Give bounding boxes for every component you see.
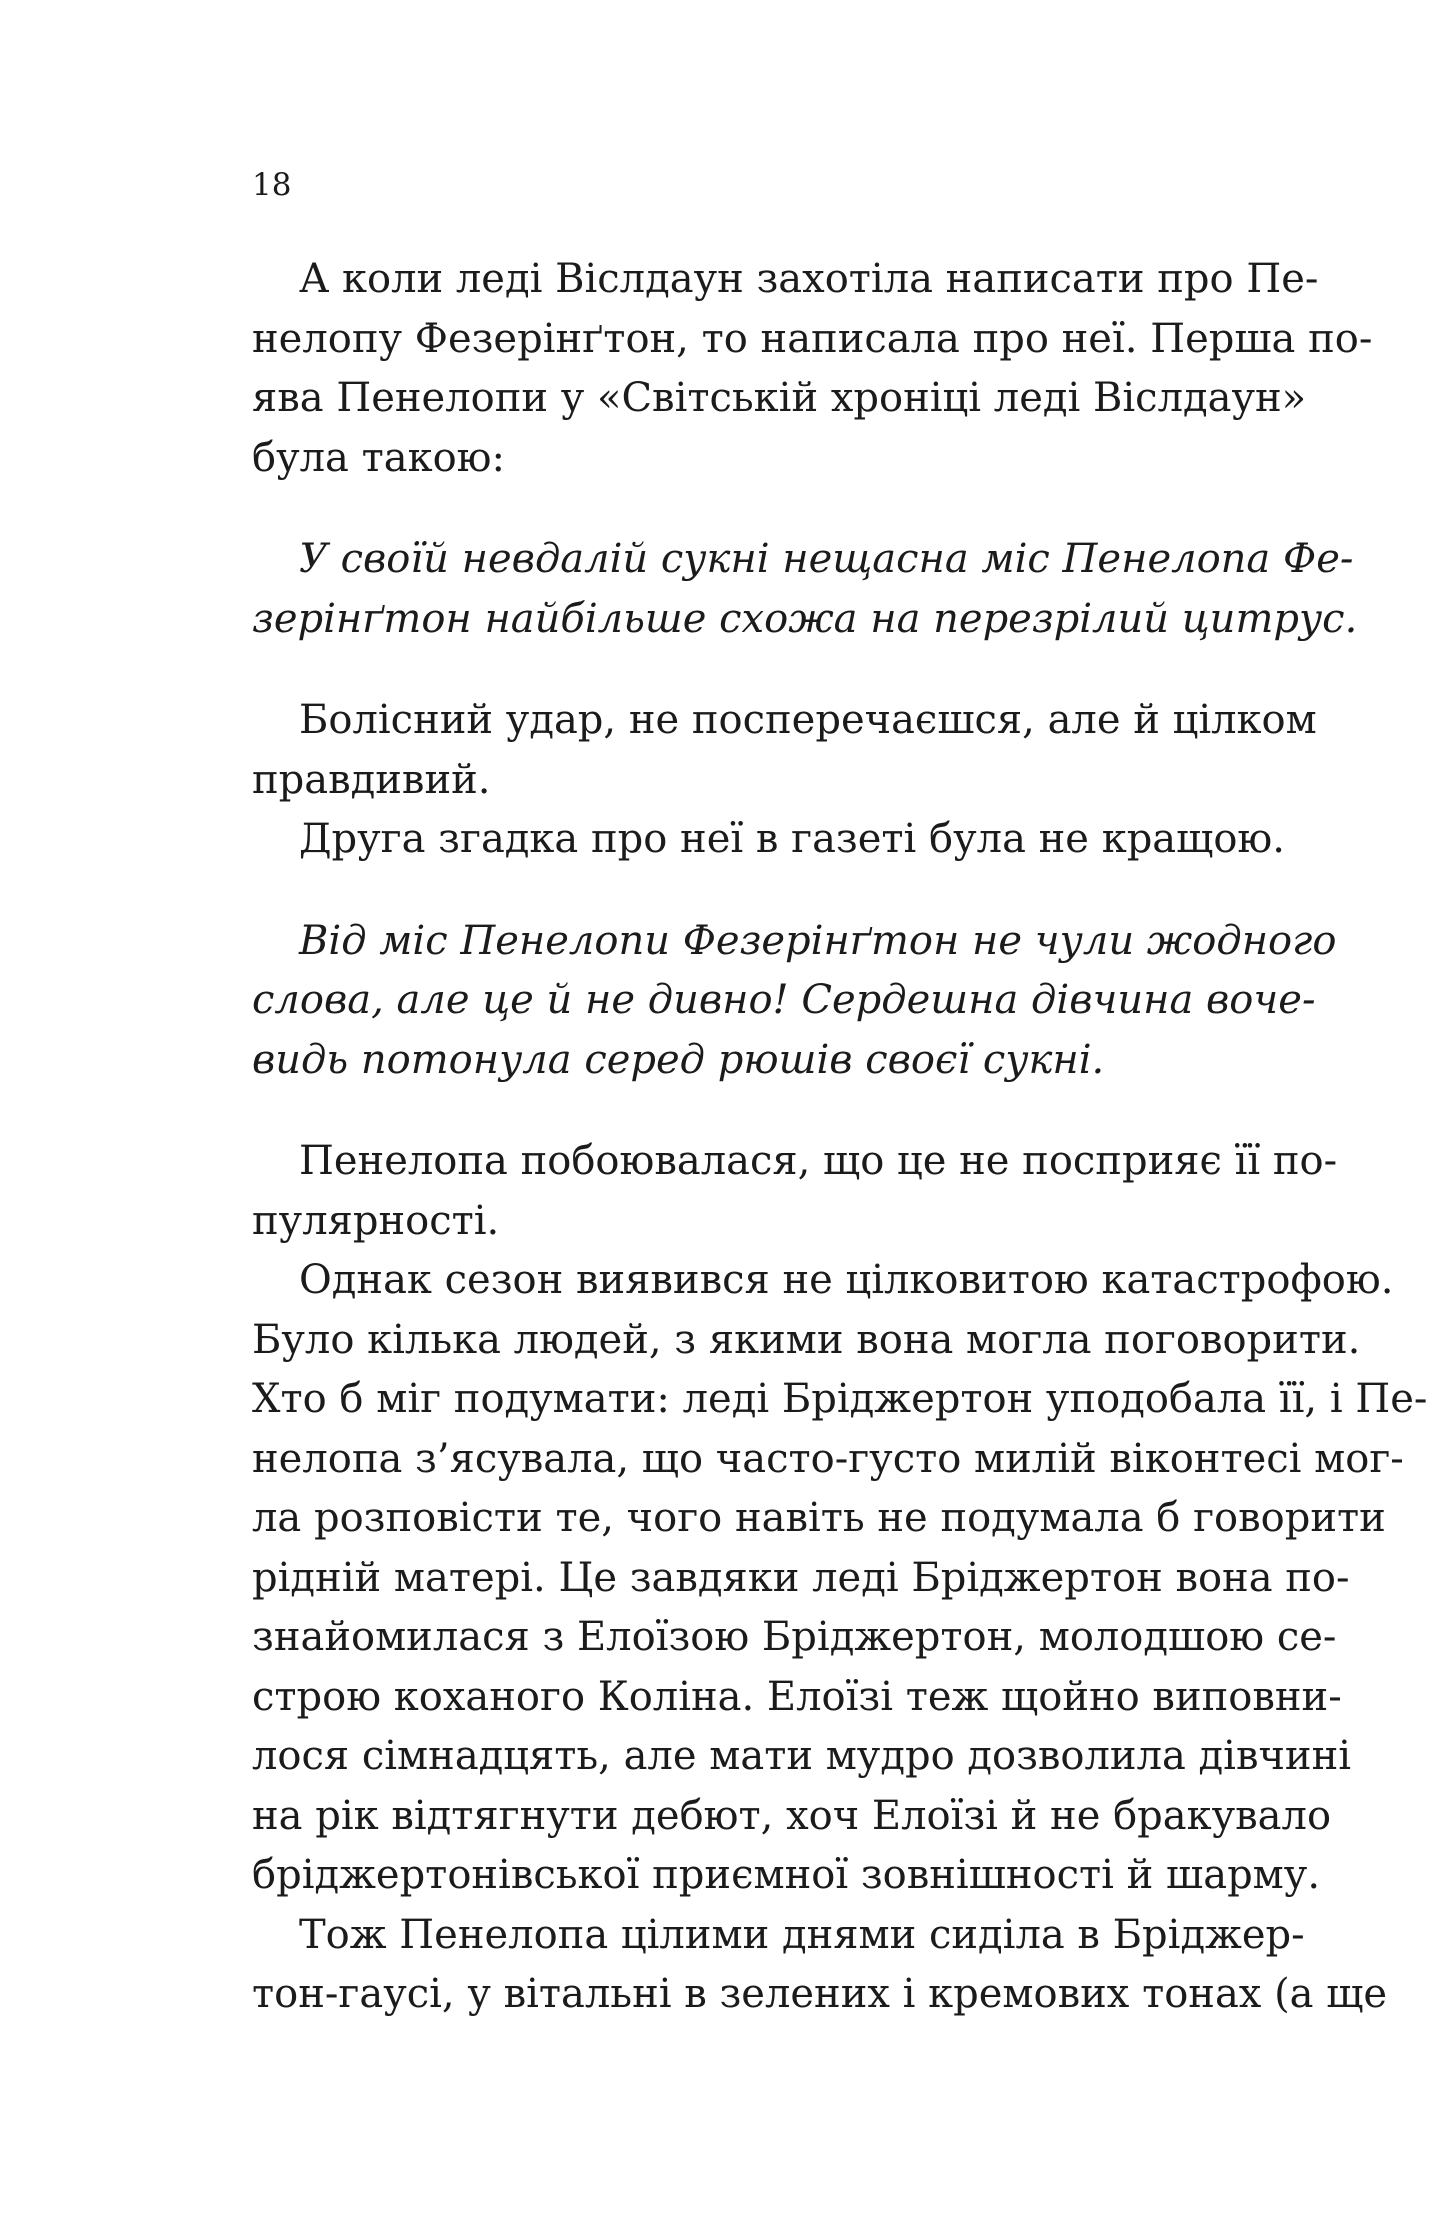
text-line: ява Пенелопи у «Світській хроніці леді Віслдаун» (252, 375, 1307, 421)
text-line: була такою: (252, 434, 505, 481)
text-line: пулярності. (252, 1197, 500, 1244)
quote-line: слова, але це й не дивно! Сердешна дівчина воче- (252, 977, 1316, 1023)
body-paragraph (252, 250, 1373, 488)
quote-line: зерінґтон найбільше схожа на перезрілий цитрус. (252, 595, 1358, 642)
quote-line: видь потонула серед рюшів своєї сукні. (252, 1036, 1105, 1083)
text-line: лося сімнадцять, але мати мудро дозволила дівчині (252, 1733, 1352, 1779)
text-line: Тож Пенелопа цілими днями сиділа в Бріджер- (299, 1911, 1305, 1958)
text-line: рідній матері. Це завдяки леді Бріджертон вона по- (252, 1554, 1350, 1601)
text-line: Пенелопа побоювалася, що це не посприяє її по- (299, 1138, 1338, 1184)
quote-paragraph (252, 530, 1358, 649)
paragraph-gap (252, 488, 1270, 530)
quote-line: У своїй невдалій сукні нещасна міс Пенелопа Фе- (299, 536, 1354, 582)
text-line: знайомилася з Елоїзою Бріджертон, молодшою се- (252, 1614, 1337, 1660)
body-paragraph (252, 1251, 1428, 1906)
text-line: нелопа з’ясувала, що часто-густо милій віконтесі мог- (252, 1435, 1404, 1482)
body-paragraph (252, 1132, 1338, 1251)
text-line: нелопу Фезерінґтон, то написала про неї. Перша по- (252, 315, 1373, 362)
quote-paragraph (252, 912, 1337, 1091)
page-number: 18 (252, 167, 292, 203)
text-line: А коли леді Віслдаун захотіла написати про Пе- (299, 256, 1319, 302)
body-paragraph (252, 691, 1317, 810)
text-line: Болісний удар, не посперечаєшся, але й цілком (299, 697, 1317, 743)
text-line: на рік відтягнути дебют, хоч Елоїзі й не бракувало (252, 1792, 1332, 1839)
text-line: ла розповісти те, чого навіть не подумала б говорити (252, 1495, 1386, 1541)
text-line: Хто б міг подумати: леді Бріджертон уподобала її, і Пе- (252, 1376, 1428, 1422)
text-line: Однак сезон виявився не цілковитою катастрофою. (299, 1257, 1394, 1303)
paragraph-gap (252, 649, 1270, 691)
paragraph-gap (252, 870, 1270, 912)
paragraph-gap (252, 1090, 1270, 1132)
text-line: правдивий. (252, 756, 491, 803)
text-line: строю коханого Коліна. Елоїзі теж щойно виповни- (252, 1673, 1342, 1720)
text-line: бріджертонівської приємної зовнішності й шарму. (252, 1852, 1321, 1898)
quote-line: Від міс Пенелопи Фезерінґтон не чули жодного (299, 917, 1337, 964)
body-paragraph (252, 810, 1285, 870)
text-line: тон-гаусі, у вітальні в зелених і кремових тонах (а ще (252, 1971, 1388, 2017)
text-line: Було кілька людей, з якими вона могла поговорити. (252, 1316, 1361, 1363)
body-paragraph (252, 1906, 1388, 2025)
text-column (252, 250, 1428, 2025)
text-line: Друга згадка про неї в газеті була не кращою. (299, 816, 1285, 862)
